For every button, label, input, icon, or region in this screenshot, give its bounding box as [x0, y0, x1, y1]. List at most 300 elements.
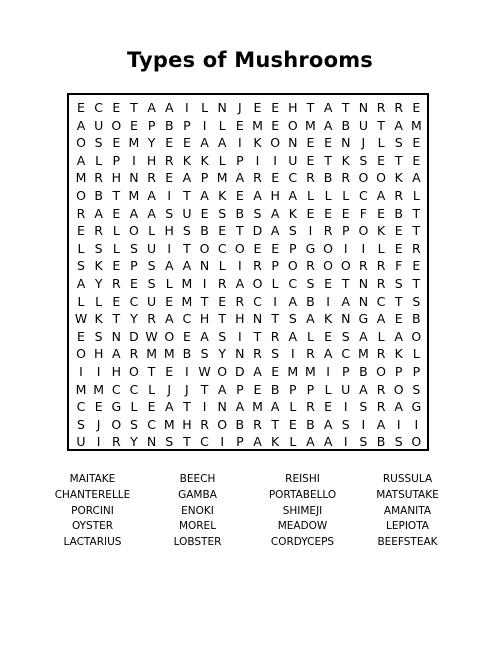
- grid-letter: T: [183, 188, 191, 203]
- grid-letter: P: [130, 258, 138, 274]
- grid-letter: E: [324, 205, 333, 221]
- grid-letter: T: [377, 117, 385, 133]
- grid-letter: M: [252, 117, 263, 133]
- grid-letter: M: [163, 346, 175, 362]
- grid-letter: E: [377, 205, 385, 221]
- grid-letter: B: [164, 117, 174, 133]
- grid-letter: P: [341, 223, 350, 239]
- grid-letter: T: [341, 276, 350, 291]
- grid-letter: R: [253, 416, 262, 432]
- grid-letter: P: [271, 258, 279, 274]
- grid-letter: M: [75, 381, 87, 397]
- grid-letter: S: [94, 328, 103, 344]
- grid-letter: E: [129, 276, 138, 291]
- grid-letter: T: [147, 364, 156, 379]
- grid-row: [69, 223, 427, 239]
- grid-letter: A: [288, 188, 298, 203]
- grid-letter: L: [218, 152, 226, 168]
- grid-letter: S: [271, 346, 280, 362]
- word-list-item: GAMBA: [178, 488, 217, 501]
- grid-letter: I: [255, 152, 260, 168]
- grid-letter: C: [253, 293, 262, 309]
- grid-letter: A: [164, 258, 174, 274]
- grid-letter: S: [182, 223, 191, 239]
- grid-letter: O: [287, 258, 298, 274]
- grid-letter: A: [323, 100, 333, 115]
- grid-letter: Y: [130, 311, 138, 327]
- grid-letter: P: [412, 364, 421, 379]
- word-list-item: OYSTER: [71, 520, 114, 533]
- grid-letter: H: [146, 152, 157, 168]
- grid-letter: D: [252, 223, 263, 239]
- grid-letter: E: [394, 223, 403, 239]
- word-list-item: CHANTERELLE: [54, 488, 131, 501]
- grid-row: [69, 118, 427, 134]
- grid-letter: A: [147, 188, 156, 203]
- grid-letter: A: [76, 276, 86, 291]
- grid-letter: B: [323, 170, 333, 186]
- grid-letter: S: [288, 223, 297, 239]
- grid-letter: E: [341, 205, 350, 221]
- grid-letter: S: [165, 434, 174, 450]
- word-list-item: AMANITA: [383, 504, 432, 517]
- grid-letter: J: [96, 416, 101, 432]
- word-list-item: ENOKI: [181, 504, 214, 517]
- grid-letter: J: [167, 381, 172, 397]
- grid-letter: L: [77, 240, 85, 256]
- grid-letter: S: [359, 399, 368, 415]
- grid-letter: S: [359, 152, 368, 168]
- grid-letter: K: [341, 152, 350, 168]
- grid-letter: O: [234, 240, 245, 256]
- grid-letter: B: [270, 381, 280, 397]
- grid-letter: R: [111, 434, 121, 450]
- grid-letter: O: [217, 416, 228, 432]
- grid-letter: I: [361, 416, 366, 432]
- grid-letter: E: [218, 223, 227, 239]
- grid-letter: T: [200, 293, 209, 309]
- grid-letter: O: [376, 170, 386, 186]
- grid-letter: T: [112, 188, 121, 203]
- grid-letter: T: [341, 100, 350, 115]
- grid-letter: A: [323, 346, 333, 362]
- grid-letter: L: [165, 276, 173, 291]
- grid-letter: K: [323, 311, 333, 327]
- grid-letter: L: [289, 399, 297, 415]
- grid-letter: O: [358, 223, 369, 239]
- grid-letter: A: [253, 364, 262, 379]
- grid-letter: R: [306, 346, 315, 362]
- grid-letter: P: [341, 364, 350, 379]
- grid-letter: O: [340, 258, 351, 274]
- grid-letter: K: [200, 152, 209, 168]
- grid-letter: L: [377, 240, 385, 256]
- grid-letter: U: [147, 240, 157, 256]
- grid-letter: M: [410, 117, 422, 133]
- grid-letter: C: [359, 188, 368, 203]
- grid-letter: E: [112, 100, 121, 115]
- grid-letter: P: [112, 152, 121, 168]
- grid-letter: K: [394, 346, 403, 362]
- grid-letter: R: [341, 170, 351, 186]
- word-list-item: PORTABELLO: [268, 488, 337, 501]
- grid-letter: A: [376, 188, 386, 203]
- grid-letter: N: [146, 434, 157, 450]
- grid-letter: E: [165, 364, 174, 379]
- grid-letter: E: [165, 135, 174, 151]
- grid-letter: N: [217, 100, 227, 115]
- grid-letter: O: [393, 381, 404, 397]
- grid-letter: S: [147, 276, 156, 291]
- grid-letter: N: [358, 100, 369, 115]
- grid-row: [69, 100, 427, 116]
- grid-letter: E: [271, 100, 280, 115]
- grid-letter: O: [164, 328, 175, 344]
- grid-letter: M: [75, 170, 87, 186]
- grid-letter: C: [129, 381, 139, 397]
- grid-letter: B: [359, 364, 368, 379]
- grid-letter: B: [306, 293, 315, 309]
- grid-letter: S: [253, 205, 262, 221]
- grid-letter: T: [112, 311, 121, 327]
- word-search-grid: [67, 93, 429, 451]
- grid-letter: E: [112, 135, 121, 151]
- grid-letter: W: [74, 311, 88, 327]
- grid-letter: U: [358, 117, 368, 133]
- grid-letter: L: [201, 100, 209, 115]
- grid-letter: R: [412, 240, 421, 256]
- grid-letter: L: [306, 188, 314, 203]
- grid-letter: I: [238, 328, 242, 344]
- grid-letter: L: [377, 328, 385, 344]
- grid-letter: I: [202, 276, 207, 291]
- grid-letter: A: [323, 416, 333, 432]
- grid-letter: T: [218, 311, 226, 327]
- grid-letter: O: [217, 364, 228, 379]
- grid-letter: L: [289, 434, 297, 450]
- grid-row: [69, 241, 427, 257]
- grid-letter: O: [199, 240, 210, 256]
- grid-letter: I: [167, 188, 172, 203]
- grid-letter: B: [341, 117, 351, 133]
- grid-letter: A: [200, 135, 209, 151]
- grid-letter: S: [218, 205, 227, 221]
- grid-letter: R: [306, 170, 315, 186]
- grid-letter: R: [217, 276, 227, 291]
- grid-letter: I: [132, 152, 136, 168]
- grid-row: [69, 329, 427, 345]
- grid-letter: L: [148, 381, 156, 397]
- grid-row: [69, 135, 427, 151]
- grid-letter: I: [361, 240, 366, 256]
- grid-letter: L: [342, 188, 350, 203]
- grid-letter: N: [341, 135, 351, 151]
- grid-letter: E: [306, 205, 315, 221]
- grid-letter: E: [324, 276, 333, 291]
- grid-letter: E: [253, 100, 262, 115]
- grid-letter: B: [394, 205, 403, 221]
- grid-letter: E: [306, 152, 315, 168]
- word-list-item: LOBSTER: [173, 536, 222, 549]
- grid-letter: K: [218, 188, 227, 203]
- grid-letter: M: [287, 364, 299, 379]
- grid-letter: N: [111, 328, 121, 344]
- word-list-item: LEPIOTA: [386, 520, 429, 533]
- grid-row: [69, 434, 427, 450]
- grid-letter: T: [324, 152, 332, 168]
- word-list-item: LACTARIUS: [63, 536, 122, 549]
- grid-letter: R: [306, 258, 315, 274]
- grid-letter: R: [323, 223, 333, 239]
- grid-letter: E: [77, 223, 85, 239]
- grid-letter: R: [111, 276, 121, 291]
- grid-letter: A: [253, 434, 262, 450]
- grid-letter: S: [341, 328, 350, 344]
- grid-letter: S: [147, 258, 156, 274]
- grid-letter: G: [411, 399, 422, 415]
- grid-letter: R: [376, 276, 386, 291]
- grid-letter: R: [376, 346, 386, 362]
- grid-letter: I: [326, 293, 330, 309]
- grid-letter: I: [326, 364, 330, 379]
- word-list-item: CORDYCEPS: [270, 536, 335, 549]
- grid-letter: A: [164, 399, 174, 415]
- grid-letter: E: [218, 293, 227, 309]
- grid-letter: R: [376, 100, 386, 115]
- grid-row: [69, 294, 427, 310]
- grid-letter: O: [411, 328, 422, 344]
- grid-letter: E: [112, 293, 121, 309]
- grid-letter: S: [94, 135, 103, 151]
- grid-letter: A: [235, 399, 245, 415]
- grid-letter: P: [306, 381, 315, 397]
- grid-letter: S: [77, 416, 85, 432]
- grid-letter: R: [164, 152, 174, 168]
- grid-letter: O: [252, 276, 263, 291]
- grid-letter: W: [145, 328, 158, 344]
- grid-letter: R: [376, 381, 386, 397]
- grid-letter: A: [217, 135, 227, 151]
- grid-letter: H: [235, 311, 245, 327]
- grid-letter: B: [376, 434, 386, 450]
- grid-letter: I: [202, 399, 207, 415]
- grid-letter: S: [218, 328, 227, 344]
- grid-letter: R: [359, 258, 368, 274]
- grid-letter: P: [147, 117, 156, 133]
- grid-letter: A: [76, 117, 86, 133]
- grid-letter: K: [94, 258, 103, 274]
- grid-letter: E: [129, 117, 138, 133]
- grid-letter: S: [77, 258, 85, 274]
- grid-letter: I: [185, 364, 189, 379]
- grid-letter: S: [306, 276, 315, 291]
- grid-letter: E: [147, 399, 156, 415]
- grid-letter: L: [271, 276, 279, 291]
- grid-letter: R: [394, 188, 404, 203]
- grid-letter: A: [200, 328, 209, 344]
- grid-letter: B: [94, 188, 103, 203]
- grid-letter: A: [341, 293, 351, 309]
- grid-letter: I: [96, 434, 101, 450]
- grid-letter: A: [394, 117, 403, 133]
- grid-letter: T: [183, 399, 191, 415]
- grid-letter: L: [324, 188, 332, 203]
- grid-letter: A: [253, 188, 262, 203]
- grid-letter: N: [252, 311, 263, 327]
- grid-letter: A: [235, 170, 245, 186]
- grid-letter: F: [359, 205, 367, 221]
- grid-letter: A: [270, 399, 280, 415]
- grid-letter: W: [198, 364, 211, 379]
- grid-letter: E: [182, 328, 191, 344]
- grid-letter: I: [238, 135, 242, 151]
- grid-letter: A: [200, 188, 209, 203]
- grid-letter: O: [323, 258, 334, 274]
- grid-letter: L: [324, 381, 332, 397]
- grid-letter: E: [394, 311, 403, 327]
- grid-letter: N: [217, 399, 227, 415]
- grid-letter: N: [235, 346, 245, 362]
- grid-letter: A: [182, 170, 192, 186]
- grid-letter: R: [147, 170, 156, 186]
- grid-letter: L: [412, 346, 420, 362]
- grid-row: [69, 170, 427, 186]
- grid-letter: O: [129, 223, 139, 239]
- grid-letter: S: [129, 416, 138, 432]
- grid-letter: E: [306, 135, 315, 151]
- grid-letter: I: [185, 100, 189, 115]
- grid-letter: T: [271, 416, 279, 432]
- grid-row: [69, 153, 427, 169]
- grid-letter: U: [76, 434, 86, 450]
- grid-letter: T: [412, 205, 421, 221]
- grid-letter: A: [217, 381, 227, 397]
- grid-letter: C: [200, 434, 209, 450]
- grid-letter: E: [271, 240, 280, 256]
- grid-letter: S: [94, 240, 103, 256]
- grid-letter: R: [235, 293, 245, 309]
- grid-row: [69, 206, 427, 222]
- grid-letter: E: [394, 240, 403, 256]
- grid-letter: K: [288, 205, 297, 221]
- grid-letter: O: [111, 117, 122, 133]
- grid-letter: I: [238, 258, 242, 274]
- grid-letter: E: [324, 328, 333, 344]
- grid-letter: I: [220, 434, 225, 450]
- grid-letter: J: [238, 100, 242, 115]
- grid-letter: S: [359, 434, 368, 450]
- grid-letter: A: [288, 328, 298, 344]
- grid-letter: R: [394, 100, 404, 115]
- grid-row: [69, 417, 427, 433]
- grid-letter: L: [112, 240, 120, 256]
- grid-letter: K: [394, 170, 403, 186]
- word-list-item: MATSUTAKE: [376, 488, 439, 501]
- grid-letter: O: [111, 416, 122, 432]
- grid-letter: R: [200, 416, 209, 432]
- grid-letter: R: [270, 328, 280, 344]
- grid-letter: T: [130, 100, 138, 115]
- grid-letter: C: [376, 293, 386, 309]
- grid-letter: E: [324, 399, 333, 415]
- grid-letter: A: [376, 416, 386, 432]
- grid-letter: R: [376, 399, 386, 415]
- grid-letter: C: [129, 293, 139, 309]
- grid-letter: E: [94, 399, 103, 415]
- grid-letter: R: [76, 205, 86, 221]
- grid-letter: L: [218, 258, 226, 274]
- grid-letter: S: [341, 416, 350, 432]
- grid-letter: A: [323, 434, 333, 450]
- grid-letter: S: [288, 311, 297, 327]
- grid-letter: E: [412, 100, 421, 115]
- grid-letter: J: [361, 135, 366, 151]
- grid-letter: N: [199, 258, 210, 274]
- grid-letter: O: [76, 188, 86, 203]
- grid-letter: P: [236, 434, 244, 450]
- grid-letter: A: [235, 276, 245, 291]
- grid-letter: R: [253, 258, 262, 274]
- grid-letter: E: [324, 135, 333, 151]
- grid-letter: A: [182, 258, 192, 274]
- grid-letter: S: [394, 276, 403, 291]
- grid-letter: O: [76, 346, 86, 362]
- grid-row: [69, 311, 427, 327]
- grid-letter: B: [182, 346, 192, 362]
- grid-letter: A: [164, 100, 174, 115]
- grid-letter: A: [323, 117, 333, 133]
- grid-letter: P: [236, 381, 244, 397]
- grid-letter: E: [182, 135, 191, 151]
- grid-letter: T: [271, 311, 279, 327]
- grid-letter: N: [358, 276, 369, 291]
- grid-letter: B: [412, 311, 421, 327]
- word-list-item: SHIMEJI: [282, 504, 323, 517]
- grid-letter: U: [341, 381, 351, 397]
- grid-row: [69, 276, 427, 292]
- grid-letter: H: [164, 223, 174, 239]
- grid-letter: O: [376, 364, 386, 379]
- word-list-item: PORCINI: [71, 504, 114, 517]
- grid-letter: N: [358, 293, 369, 309]
- grid-letter: L: [130, 399, 138, 415]
- grid-letter: I: [96, 364, 101, 379]
- grid-letter: E: [165, 293, 174, 309]
- grid-row: [69, 364, 427, 380]
- grid-letter: L: [306, 328, 314, 344]
- grid-letter: L: [412, 188, 420, 203]
- grid-letter: M: [357, 346, 369, 362]
- grid-letter: I: [202, 117, 207, 133]
- grid-letter: Y: [94, 276, 103, 291]
- grid-letter: I: [167, 240, 172, 256]
- grid-letter: L: [218, 117, 226, 133]
- grid-letter: C: [94, 100, 103, 115]
- grid-letter: T: [200, 381, 209, 397]
- grid-letter: S: [394, 434, 403, 450]
- grid-letter: A: [394, 328, 403, 344]
- grid-letter: L: [77, 293, 85, 309]
- grid-letter: E: [412, 135, 421, 151]
- grid-letter: L: [377, 135, 385, 151]
- grid-letter: N: [341, 311, 351, 327]
- grid-letter: F: [395, 258, 403, 274]
- grid-letter: L: [112, 223, 120, 239]
- grid-letter: K: [271, 434, 280, 450]
- grid-letter: I: [343, 434, 348, 450]
- grid-letter: R: [253, 346, 262, 362]
- grid-letter: P: [236, 152, 244, 168]
